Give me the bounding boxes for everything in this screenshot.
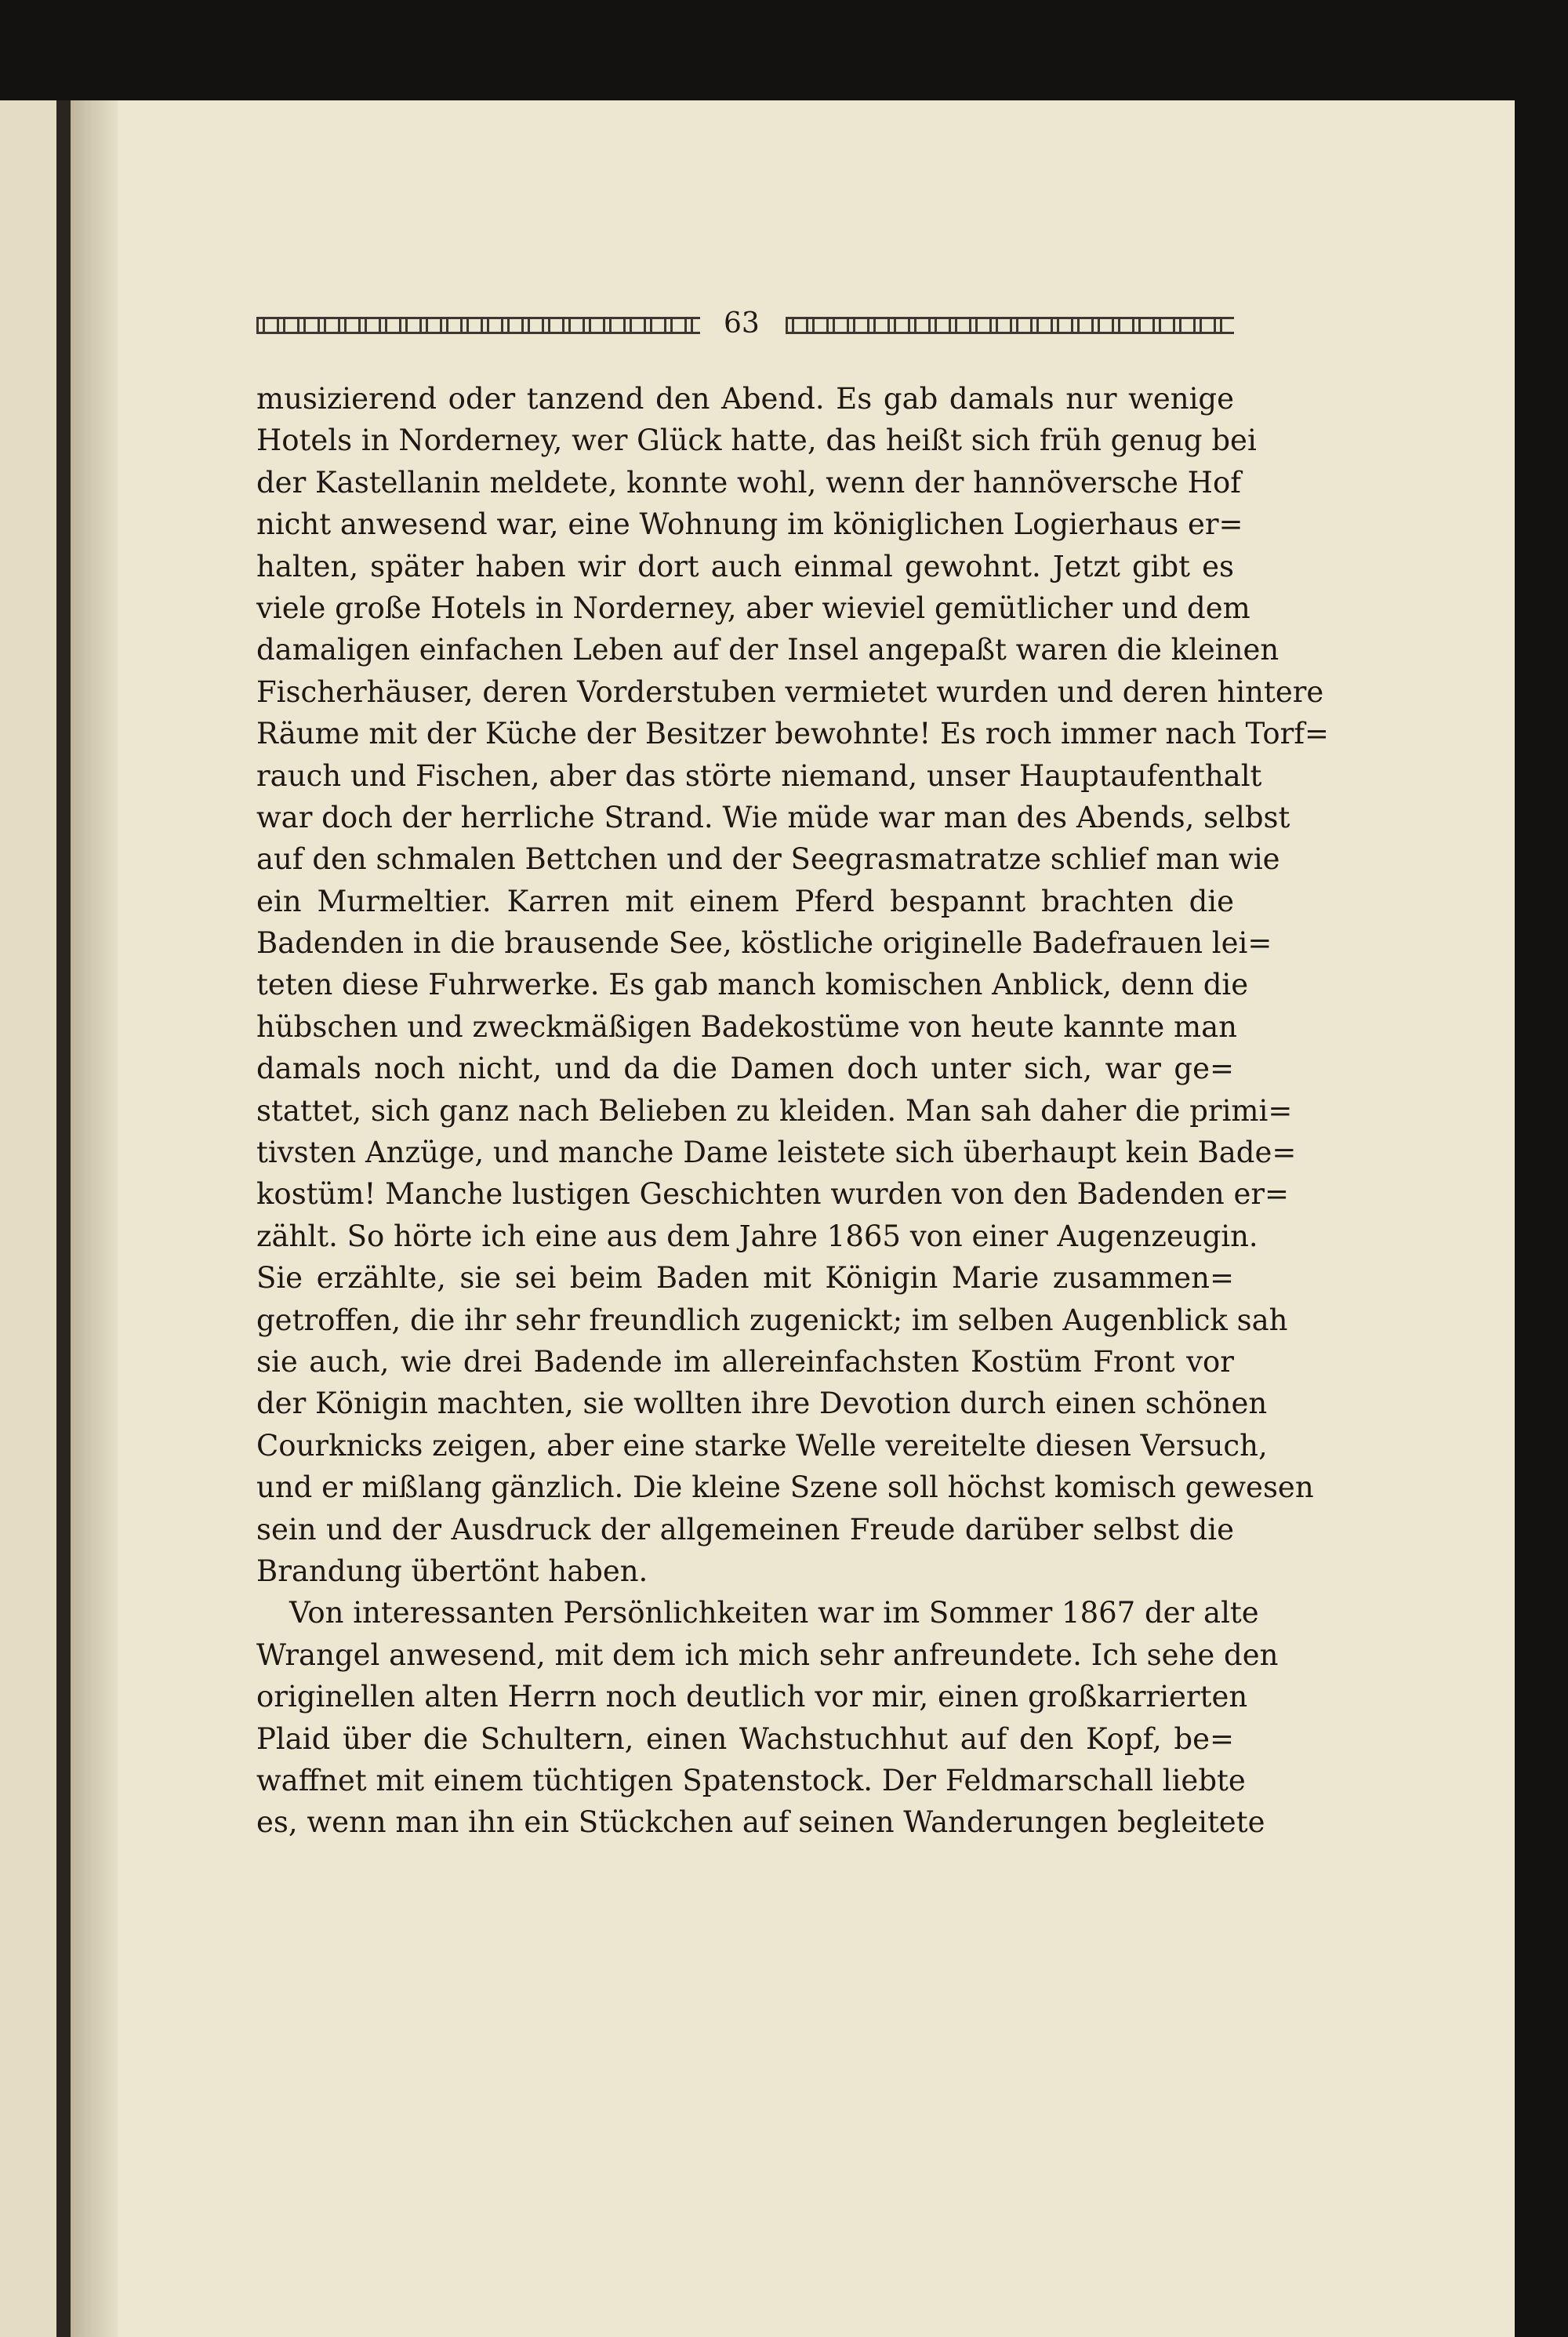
- text-line: viele große Hotels in Norderney, aber wieviel gemütlicher und dem: [256, 591, 1250, 625]
- text-line: damaligen einfachen Leben auf der Insel angepaßt waren die kleinen: [256, 633, 1279, 667]
- text-line: sie auch, wie drei Badende im allereinfachsten Kostüm Front vor: [256, 1344, 1234, 1379]
- text-line: Brandung übertönt haben.: [256, 1554, 648, 1588]
- text-line: waffnet mit einem tüchtigen Spatenstock. Der Feldmarschall liebte: [256, 1763, 1246, 1797]
- text-line: sein und der Ausdruck der allgemeinen Freude darüber selbst die: [256, 1512, 1234, 1546]
- text-line: Räume mit der Küche der Besitzer bewohnte! Es roch immer nach Torf=: [256, 717, 1330, 751]
- text-line: hübschen und zweckmäßigen Badekostüme von heute kannte man: [256, 1009, 1237, 1044]
- running-header: [256, 307, 1234, 340]
- text-line: war doch der herrliche Strand. Wie müde war man des Abends, selbst: [256, 800, 1290, 834]
- ornament-border-right: [786, 317, 1234, 334]
- text-line: Sie erzählte, sie sei beim Baden mit Königin Marie zusammen=: [256, 1261, 1234, 1296]
- text-line: Plaid über die Schultern, einen Wachstuchhut auf den Kopf, be=: [256, 1721, 1234, 1756]
- body-text: [256, 378, 1330, 1844]
- text-line: teten diese Fuhrwerke. Es gab manch komischen Anblick, denn die: [256, 968, 1249, 1002]
- text-line: es, wenn man ihn ein Stückchen auf seinen Wanderungen begleitete: [256, 1805, 1265, 1840]
- gutter-shadow: [71, 100, 118, 2337]
- text-line: nicht anwesend war, eine Wohnung im königlichen Logierhaus er=: [256, 507, 1243, 542]
- text-line: Hotels in Norderney, wer Glück hatte, das heißt sich früh genug bei: [256, 423, 1257, 458]
- text-line: getroffen, die ihr sehr freundlich zugenickt; im selben Augenblick sah: [256, 1303, 1288, 1337]
- text-line: Fischerhäuser, deren Vorderstuben vermietet wurden und deren hintere: [256, 674, 1324, 709]
- text-line: Badenden in die brausende See, köstliche originelle Badefrauen lei=: [256, 926, 1272, 961]
- text-line: ein Murmeltier. Karren mit einem Pferd bespannt brachten die: [256, 884, 1234, 918]
- text-line: originellen alten Herrn noch deutlich vor mir, einen großkarrierten: [256, 1680, 1248, 1714]
- text-line: stattet, sich ganz nach Belieben zu kleiden. Man sah daher die primi=: [256, 1093, 1293, 1128]
- text-line: Von interessanten Persönlichkeiten war im Sommer 1867 der alte: [289, 1596, 1259, 1630]
- text-line: der Kastellanin meldete, konnte wohl, wenn der hannöversche Hof: [256, 465, 1241, 500]
- text-line: auf den schmalen Bettchen und der Seegrasmatratze schlief man wie: [256, 842, 1280, 877]
- text-line: halten, später haben wir dort auch einmal gewohnt. Jetzt gibt es: [256, 549, 1234, 583]
- text-line: Wrangel anwesend, mit dem ich mich sehr anfreundete. Ich sehe den: [256, 1637, 1279, 1672]
- book-gutter: [56, 100, 71, 2337]
- text-line: der Königin machten, sie wollten ihre Devotion durch einen schönen: [256, 1387, 1268, 1421]
- text-line: Courknicks zeigen, aber eine starke Welle vereitelte diesen Versuch,: [256, 1428, 1268, 1463]
- text-line: kostüm! Manche lustigen Geschichten wurden von den Badenden er=: [256, 1177, 1290, 1212]
- text-line: zählt. So hörte ich eine aus dem Jahre 1865 von einer Augenzeugin.: [256, 1219, 1258, 1253]
- text-line: und er mißlang gänzlich. Die kleine Szene soll höchst komisch gewesen: [256, 1470, 1314, 1505]
- text-line: rauch und Fischen, aber das störte niemand, unser Hauptaufenthalt: [256, 758, 1262, 793]
- ornament-border-left: [256, 317, 700, 334]
- page-number: 63: [724, 307, 760, 340]
- text-line: musizierend oder tanzend den Abend. Es gab damals nur wenige: [256, 382, 1234, 416]
- text-line: damals noch nicht, und da die Damen doch unter sich, war ge=: [256, 1052, 1234, 1086]
- facing-page-edge: [0, 100, 56, 2337]
- text-line: tivsten Anzüge, und manche Dame leistete sich überhaupt kein Bade=: [256, 1136, 1297, 1170]
